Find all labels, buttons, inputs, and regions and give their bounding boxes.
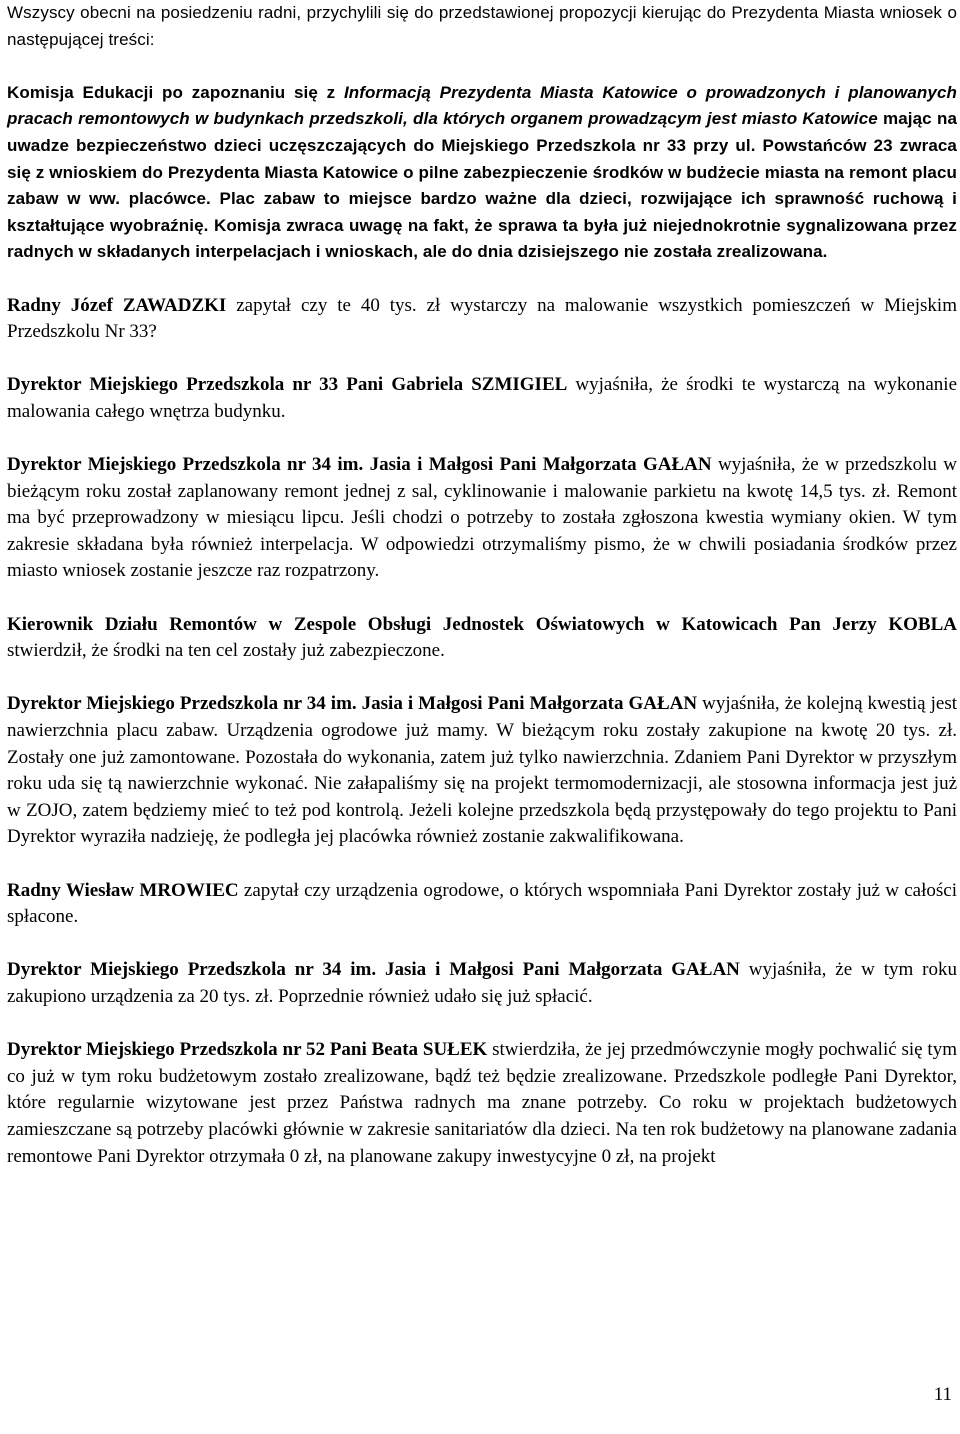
intro-paragraph xyxy=(7,0,957,53)
paragraph-szmigiel xyxy=(7,372,957,425)
paragraph-text: zapytał czy urządzenia ogrodowe, o których wspomniała Pani Dyrektor zostały już w całości spłacone. xyxy=(7,879,958,928)
speaker-name: Dyrektor Miejskiego Przedszkola nr 34 im. Jasia i Małgosi Pani Małgorzata GAŁAN xyxy=(7,454,712,476)
motion-text-end: mając na uwadze bezpieczeństwo dzieci uczęszczających do Miejskiego Przedszkola nr 33 przy ul. Powstańców 23 zwraca się z wnioskiem do Prezydenta Miasta Katowice o pilne zabezpieczenie środków w budżecie miasta na remont placu zabaw w ww. placówce. Plac zabaw to miejsce bardzo ważne dla dzieci, rozwijające ich sprawność ruchową i kształtujące wyobraźnię. Komisja zwraca uwagę na fakt, że sprawa ta była już niejednokrotnie sygnalizowana przez radnych w składanych interpelacjach i wnioskach, ale do dnia dzisiejszego nie została zrealizowana. xyxy=(7,109,957,262)
speaker-name: Radny Wiesław MROWIEC xyxy=(7,879,239,901)
motion-text-start: Komisja Edukacji po zapoznaniu się z xyxy=(7,82,344,102)
speaker-name: Dyrektor Miejskiego Przedszkola nr 34 im. Jasia i Małgosi Pani Małgorzata GAŁAN xyxy=(7,693,698,715)
paragraph-text: stwierdziła, że jej przedmówczynie mogły pochwalić się tym co już w tym roku budżetowym zostało zrealizowane, bądź też będzie zrealizowane. Przedszkole podległe Pani Dyrektor, które regularnie wizytowane jest przez Państwa radnych ma znane potrzeby. Co roku w projektach budżetowych zamieszczane są potrzeby placówki głównie w zakresie sanitariatów dla dzieci. Na ten rok budżetowy na planowane zadania remontowe Pani Dyrektor otrzymała 0 zł, na planowane zakupy inwestycyjne 0 zł, na projekt xyxy=(7,1039,957,1167)
motion-italic-title: Informacją Prezydenta Miasta Katowice o prowadzonych i planowanych pracach remontowych w budynkach przedszkoli, dla których organem prowadzącym jest miasto Katowice xyxy=(7,82,957,129)
paragraph-text: zapytał czy te 40 tys. zł wystarczy na malowanie wszystkich pomieszczeń w Miejskim Przedszkolu Nr 33? xyxy=(7,294,957,343)
paragraph-galan-3 xyxy=(7,957,957,1010)
speaker-name: Dyrektor Miejskiego Przedszkola nr 33 Pani Gabriela SZMIGIEL xyxy=(7,374,568,396)
paragraph-sulek xyxy=(7,1037,957,1170)
paragraph-kobla xyxy=(7,612,957,665)
intro-text: Wszyscy obecni na posiedzeniu radni, przychylili się do przedstawionej propozycji kierując do Prezydenta Miasta wniosek o następującej treści: xyxy=(7,3,957,49)
paragraph-galan-2 xyxy=(7,691,957,851)
paragraph-text: wyjaśniła, że w przedszkolu w bieżącym roku został zaplanowany remont jednej z sal, cyklinowanie i malowanie parkietu na kwotę 14,5 tys. zł. Remont ma być przeprowadzony w miesiącu lipcu. Jeśli chodzi o potrzeby to została zgłoszona kwestia wymiany okien. W tym zakresie składana była również interpelacja. W odpowiedzi otrzymaliśmy pismo, że w chwili posiadania środków przez miasto wniosek zostanie jeszcze raz rozpatrzony. xyxy=(7,454,957,582)
speaker-name: Dyrektor Miejskiego Przedszkola nr 34 im. Jasia i Małgosi Pani Małgorzata GAŁAN xyxy=(7,959,740,981)
paragraph-galan-1 xyxy=(7,452,957,585)
speaker-name: Kierownik Działu Remontów w Zespole Obsługi Jednostek Oświatowych w Katowicach Pan Jerzy KOBLA xyxy=(7,613,957,635)
speaker-name: Radny Józef ZAWADZKI xyxy=(7,294,227,316)
motion-paragraph xyxy=(7,80,957,266)
document-page xyxy=(7,0,957,1197)
page-number: 11 xyxy=(933,1384,952,1405)
paragraph-text: stwierdził, że środki na ten cel zostały już zabezpieczone. xyxy=(7,640,445,662)
speaker-name: Dyrektor Miejskiego Przedszkola nr 52 Pani Beata SUŁEK xyxy=(7,1039,488,1061)
paragraph-mrowiec xyxy=(7,878,957,931)
paragraph-text: wyjaśniła, że środki te wystarczą na wykonanie malowania całego wnętrza budynku. xyxy=(7,374,958,422)
paragraph-zawadzki xyxy=(7,293,957,346)
paragraph-text: wyjaśniła, że w tym roku zakupiono urządzenia za 20 tys. zł. Poprzednie również udało się już spłacić. xyxy=(7,959,957,1007)
paragraph-text: wyjaśniła, że kolejną kwestią jest nawierzchnia placu zabaw. Urządzenia ogrodowe już mamy. W bieżącym roku zostały zakupione na kwotę 20 tys. zł. Zostały one już zamontowane. Pozostała do wykonania, zatem już tylko nawierzchnia. Zdaniem Pani Dyrektor w przyszłym roku uda się tą nawierzchnie wykonać. Nie załapaliśmy się na projekt termomodernizacji, ale stosowna informacja jest już w ZOJO, zatem będziemy mieć to też pod kontrolą. Jeżeli kolejne przedszkola będą przystępowały do tego projektu to Pani Dyrektor wyraziła nadzieję, że podległa jej placówka również zostanie zakwalifikowana. xyxy=(7,693,957,848)
